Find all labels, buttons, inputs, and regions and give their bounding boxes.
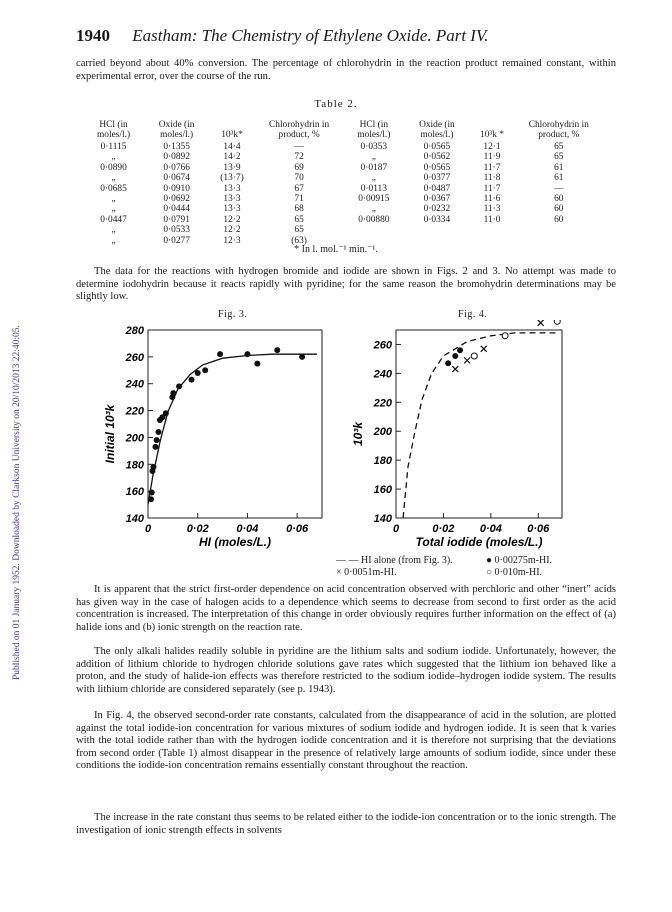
page-header bbox=[76, 26, 616, 46]
fig4-ytick-label: 160 bbox=[373, 484, 392, 497]
fig3-point bbox=[155, 429, 161, 435]
table-cell: 61 bbox=[554, 173, 564, 184]
fig3-ytick-label: 240 bbox=[125, 378, 144, 391]
table-cell: „ bbox=[111, 204, 116, 215]
table-cell: 69 bbox=[294, 162, 304, 173]
table-row bbox=[82, 204, 602, 214]
fig3-point bbox=[152, 444, 158, 450]
table-cell: 0·0565 bbox=[423, 142, 451, 152]
page-number: 1940 bbox=[76, 26, 110, 45]
fig3-point bbox=[274, 347, 280, 353]
legend-open-circle: ○ 0·010m-HI. bbox=[486, 567, 543, 578]
fig4-ytick-label: 200 bbox=[373, 426, 392, 439]
table-cell: 11·6 bbox=[483, 194, 501, 205]
fig4-point-open bbox=[502, 333, 508, 339]
fig4-point bbox=[457, 347, 463, 353]
table-cell: 0·0113 bbox=[360, 183, 387, 194]
table-row bbox=[82, 225, 602, 235]
fig3-point bbox=[202, 367, 208, 373]
table-cell: „ bbox=[111, 152, 116, 163]
table-cell bbox=[516, 225, 602, 235]
fig3-ytick-label: 140 bbox=[125, 513, 144, 525]
table-row bbox=[82, 173, 602, 183]
table-cell: 13·3 bbox=[223, 204, 241, 215]
table-cell: 0·0187 bbox=[360, 162, 388, 173]
fig3-point bbox=[195, 370, 201, 376]
table-cell: 14·2 bbox=[223, 152, 241, 163]
table-cell: 60 bbox=[554, 194, 564, 205]
table-cell: 0·0277 bbox=[163, 235, 190, 246]
table-cell: 0·0562 bbox=[423, 152, 451, 163]
table-footnote: * In l. mol.⁻¹ min.⁻¹. bbox=[294, 244, 378, 255]
table-cell: 0·0791 bbox=[163, 214, 190, 225]
fig3-xlabel: HI (moles/L.) bbox=[198, 535, 272, 549]
fig3-point bbox=[176, 383, 182, 389]
table-cell: „ bbox=[111, 173, 116, 184]
table-cell: (63) bbox=[291, 235, 307, 246]
table-cell: „ bbox=[111, 225, 116, 236]
fig3-ytick-label: 220 bbox=[125, 405, 144, 418]
paragraph-bottom-4: The increase in the rate constant thus seems to be related either to the iodide-ion concentration or to the ionic strength. The investigation of ionic strength effects in solvents bbox=[76, 812, 616, 836]
col-header: Chlorohydrin in product, % bbox=[528, 120, 589, 140]
table-cell: 70 bbox=[294, 173, 304, 184]
col-header: HCl (in moles/l.) bbox=[97, 120, 131, 140]
table-cell: 0·0487 bbox=[423, 183, 451, 194]
fig4-ytick-label: 240 bbox=[373, 368, 392, 381]
paragraph-bottom-2: The only alkali halides readily soluble in pyridine are the lithium salts and sodium iodide. Unfortunately, however, the addition of lithium chloride to hydrogen chloride solutions gave rates which suggested that the lithium ion behaved like a proton, and the study of halide-ion effects was therefore restricted to the sodium iodide–hydrogen iodide system. The results with lithium chloride are considered separately (see p. 1943). bbox=[76, 646, 616, 695]
fig3-point bbox=[244, 351, 250, 357]
fig4-point-open bbox=[554, 320, 560, 324]
table-cell: 11·3 bbox=[483, 204, 501, 215]
table-row bbox=[82, 194, 602, 204]
col-header: Chlorohydrin in product, % bbox=[269, 120, 330, 140]
fig3-ytick-label: 280 bbox=[125, 325, 144, 337]
fig4-xtick-label: 0·06 bbox=[527, 523, 550, 535]
fig3-point bbox=[149, 489, 155, 495]
table-cell: 0·0533 bbox=[163, 225, 190, 236]
fig4-frame bbox=[396, 330, 562, 518]
fig3-caption: Fig. 3. bbox=[218, 309, 248, 320]
table-cell: 0·1355 bbox=[163, 142, 190, 152]
table-cell: 65 bbox=[294, 225, 304, 236]
table-cell: 65 bbox=[554, 152, 564, 163]
fig4-ytick-label: 220 bbox=[373, 397, 392, 410]
fig4-point-cross bbox=[481, 346, 487, 352]
table-cell: 61 bbox=[554, 162, 564, 173]
table-cell bbox=[468, 225, 515, 235]
table-cell: „ bbox=[111, 235, 116, 246]
table-cell: „ bbox=[371, 152, 376, 163]
table-cell: 12·2 bbox=[223, 225, 241, 236]
table-cell: 71 bbox=[294, 194, 304, 205]
table-cell: 11·9 bbox=[483, 152, 501, 163]
table-cell: (13·7) bbox=[220, 173, 244, 184]
fig4-xtick-label: 0 bbox=[392, 523, 400, 535]
table-cell: 11·0 bbox=[483, 214, 501, 225]
table-cell: „ bbox=[371, 204, 376, 215]
fig3-xtick-label: 0 bbox=[144, 523, 152, 535]
table-cell: 14·4 bbox=[223, 142, 241, 152]
table-cell: 0·00880 bbox=[358, 214, 390, 225]
fig3-point bbox=[189, 377, 195, 383]
table-cell: 12·2 bbox=[223, 214, 241, 225]
col-header: HCl (in moles/l.) bbox=[357, 120, 391, 140]
fig4-ytick-label: 140 bbox=[373, 513, 392, 525]
fig3-ytick-label: 200 bbox=[125, 432, 144, 445]
table-cell: 0·0565 bbox=[423, 162, 451, 173]
fig4-point-cross bbox=[452, 366, 458, 372]
table-cell bbox=[405, 225, 468, 235]
table-row bbox=[82, 142, 602, 152]
legend-hi-alone: — — HI alone (from Fig. 3). bbox=[336, 555, 453, 566]
table-row bbox=[82, 184, 602, 194]
table-cell: 11·7 bbox=[483, 162, 501, 173]
fig3-point bbox=[254, 361, 260, 367]
table-cell: 0·0766 bbox=[163, 162, 190, 173]
fig4-point bbox=[445, 360, 451, 366]
table-cell: 11·8 bbox=[483, 173, 501, 184]
col-header: 10³k * bbox=[480, 130, 504, 140]
paragraph-bottom-3: In Fig. 4, the observed second-order rate constants, calculated from the disappearance of acid in the solution, are plotted against the total iodide-ion concentration for various mixtures of sodium iodide and hydrogen iodide. It is seen that k varies with the total iodide rather than with the hydrogen iodide concentration and it is therefore not surprising that the deviations from second order (Table 1) almost disappear in the presence of relatively large amounts of sodium iodide, since under these conditions the iodide-ion concentration remains essentially constant throughout the reaction. bbox=[76, 710, 616, 772]
table-cell: 65 bbox=[294, 214, 304, 225]
fig3-xtick-label: 0·04 bbox=[236, 523, 259, 535]
fig3-point bbox=[170, 390, 176, 396]
fig3-ylabel: Initial 10³k bbox=[103, 404, 117, 464]
table-cell: 12·3 bbox=[223, 235, 241, 246]
table-cell: „ bbox=[371, 173, 376, 184]
table-cell: 65 bbox=[554, 142, 564, 152]
col-header: Oxide (in moles/l.) bbox=[419, 120, 455, 140]
table-cell: 0·0353 bbox=[360, 142, 388, 152]
fig3-frame bbox=[148, 330, 322, 518]
legend-cross: × 0·0051m-HI. bbox=[336, 567, 397, 578]
fig4-point-cross bbox=[464, 357, 470, 363]
table-cell: 0·0334 bbox=[423, 214, 451, 225]
fig3-ytick-label: 160 bbox=[125, 486, 144, 499]
fig4-point-open bbox=[471, 353, 477, 359]
table-cell: 60 bbox=[554, 204, 564, 215]
table-cell: 13·9 bbox=[223, 162, 241, 173]
col-header: Oxide (in moles/l.) bbox=[158, 120, 195, 140]
paragraph-mid: The data for the reactions with hydrogen bromide and iodide are shown in Figs. 2 and 3. No attempt was made to determine iodohydrin because it reacts rapidly with pyridine; for the same reason the bromohydrin determinations may be slightly low. bbox=[76, 266, 616, 303]
table-cell: 60 bbox=[554, 214, 564, 225]
download-watermark: Published on 01 January 1952. Downloaded by Clarkson University on 20/10/2013 22:40:05. bbox=[12, 325, 22, 680]
fig3-point bbox=[150, 464, 156, 470]
table-cell: 0·0674 bbox=[163, 173, 190, 184]
table-cell: 67 bbox=[294, 183, 304, 194]
table-cell: 0·00915 bbox=[358, 194, 390, 205]
fig4-xtick-label: 0·02 bbox=[432, 523, 455, 535]
fig4-ylabel: 10³k bbox=[351, 421, 365, 447]
table-title: Table 2. bbox=[314, 98, 358, 110]
fig3-curve bbox=[148, 354, 317, 504]
fig3-point bbox=[154, 437, 160, 443]
fig4-point-cross bbox=[538, 320, 544, 326]
col-header: 10³k* bbox=[221, 130, 243, 140]
fig4-ytick-label: 260 bbox=[373, 339, 392, 352]
table-cell: 0·0692 bbox=[163, 194, 190, 205]
fig3-point bbox=[163, 410, 169, 416]
table-cell: 0·0447 bbox=[100, 214, 127, 225]
fig4-point bbox=[452, 353, 458, 359]
table-cell: 11·7 bbox=[483, 183, 501, 194]
running-title: Eastham: The Chemistry of Ethylene Oxide. Part IV. bbox=[132, 26, 489, 45]
table-cell: 13·3 bbox=[223, 183, 241, 194]
fig4-xtick-label: 0·04 bbox=[479, 523, 502, 535]
fig3-xtick-label: 0·02 bbox=[186, 523, 209, 535]
figures bbox=[0, 320, 672, 570]
fig3-ytick-label: 260 bbox=[125, 351, 144, 364]
table-cell: 0·0890 bbox=[100, 162, 127, 173]
fig3-xtick-label: 0·06 bbox=[286, 523, 309, 535]
table-cell: 13·3 bbox=[223, 194, 241, 205]
paragraph-top: carried beyond about 40% conversion. The percentage of chlorohydrin in the reaction product remained constant, within experimental error, over the course of the run. bbox=[76, 58, 616, 82]
table-cell: 0·0685 bbox=[100, 183, 127, 194]
table-cell: 0·0367 bbox=[423, 194, 451, 205]
table-cell: 0·0232 bbox=[423, 204, 451, 215]
fig4-legend bbox=[336, 555, 636, 579]
table-cell: 0·0377 bbox=[423, 173, 451, 184]
fig3-point bbox=[299, 354, 305, 360]
table-cell: 68 bbox=[294, 204, 304, 215]
table-header-row bbox=[82, 120, 602, 142]
data-table bbox=[82, 120, 602, 246]
table-row bbox=[82, 152, 602, 162]
fig4-curve bbox=[403, 333, 557, 518]
table-cell: „ bbox=[111, 194, 116, 205]
fig4-ytick-label: 180 bbox=[373, 455, 392, 468]
fig3-point bbox=[148, 496, 154, 502]
table-cell: 0·1115 bbox=[100, 142, 127, 152]
table-cell: 0·0910 bbox=[163, 183, 190, 194]
table-row bbox=[82, 215, 602, 225]
table-cell: 12·1 bbox=[483, 142, 501, 152]
table-cell: — bbox=[554, 183, 564, 194]
fig4-caption: Fig. 4. bbox=[458, 309, 488, 320]
table-row bbox=[82, 163, 602, 173]
paragraph-bottom-1: It is apparent that the strict first-order dependence on acid concentration observed with perchloric and other “inert” acids has given way in the case of halogen acids to a dependence which seems to decrease from second to first order as the acid concentration is increased. The interpretation of this change in order obviously requires further information on the effect of (a) halide ions and (b) ionic strength on the reaction rate. bbox=[76, 584, 616, 633]
fig3-point bbox=[217, 351, 223, 357]
legend-filled-circle: ● 0·00275m-HI. bbox=[486, 555, 553, 566]
fig4-xlabel: Total iodide (moles/L.) bbox=[415, 535, 543, 549]
fig3-ytick-label: 180 bbox=[125, 459, 144, 472]
table-cell bbox=[342, 225, 405, 235]
table-cell: 0·0892 bbox=[163, 152, 190, 163]
table-cell: 0·0444 bbox=[163, 204, 190, 215]
table-cell: 72 bbox=[294, 152, 304, 163]
table-cell: — bbox=[294, 142, 304, 152]
